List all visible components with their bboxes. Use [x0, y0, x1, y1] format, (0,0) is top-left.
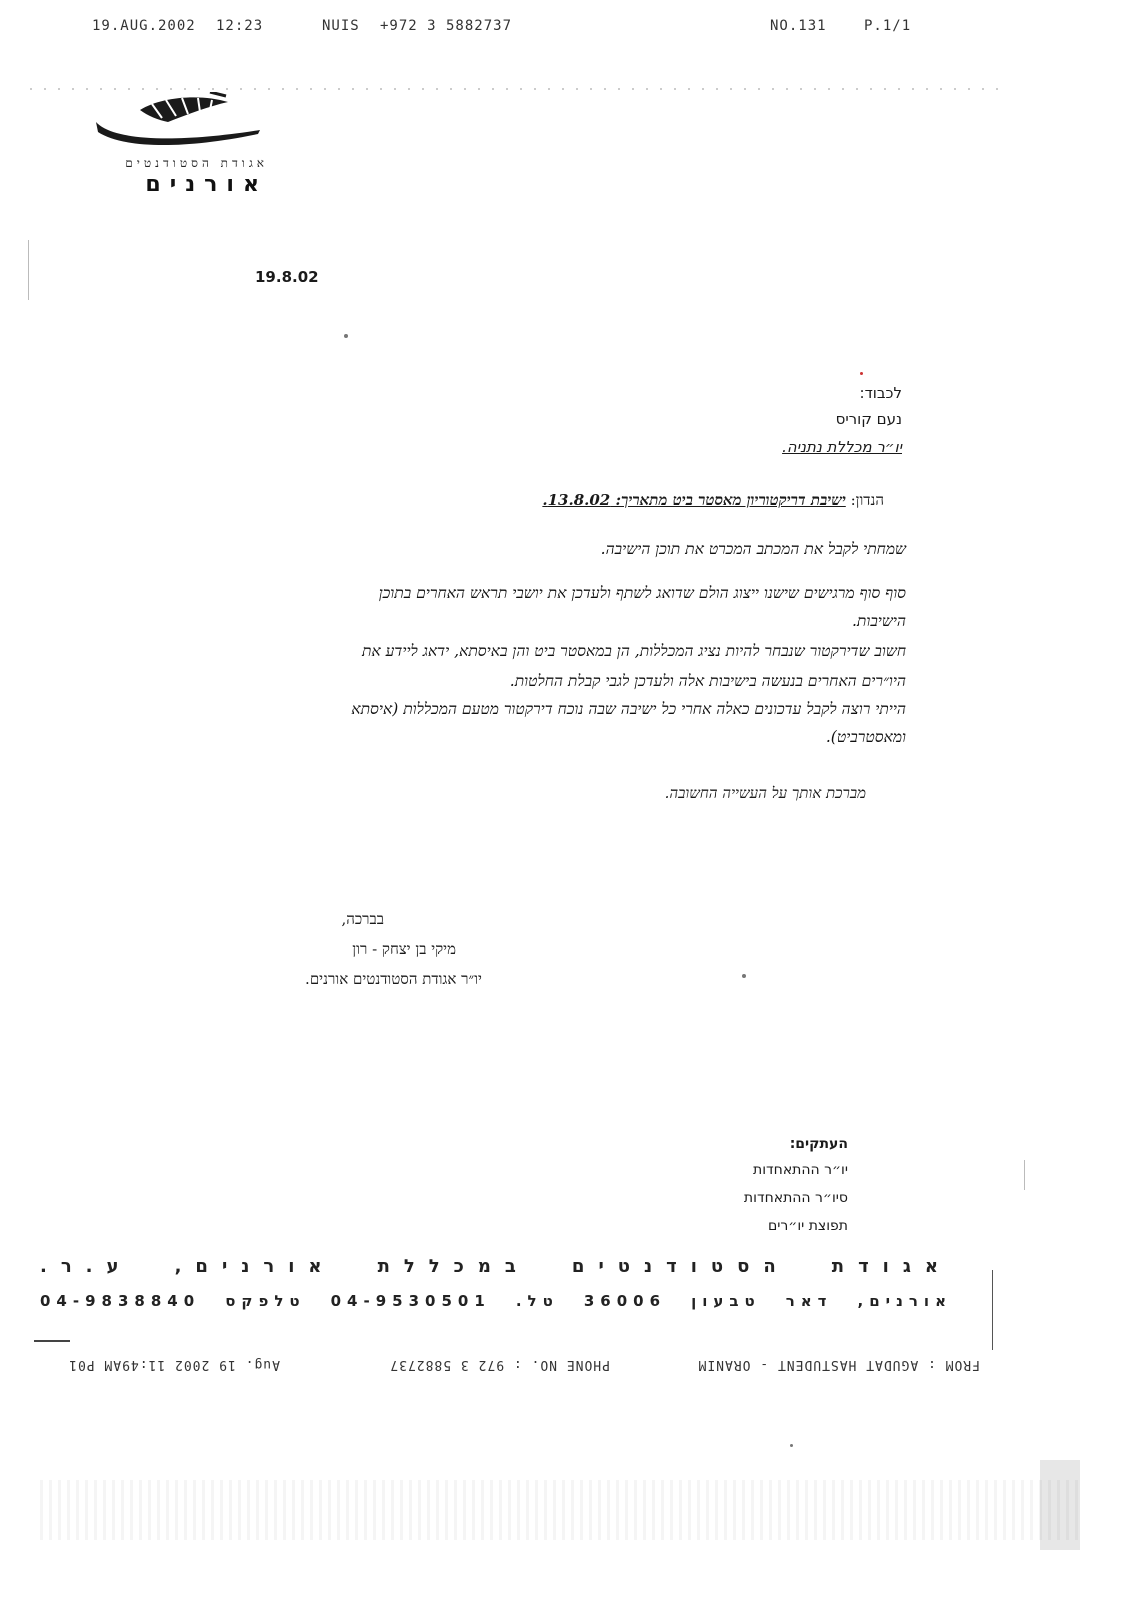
address-role: יו״ר מכללת נתניה.: [782, 438, 902, 456]
margin-mark: [992, 1270, 993, 1350]
scan-speck: [860, 372, 863, 375]
fax-number: NO.131: [770, 18, 827, 34]
scan-artifact: [28, 240, 29, 300]
header-dots: [30, 88, 1010, 90]
body-line: שמחתי לקבל את המכתב המכרט את תוכן הישיבה.: [600, 540, 906, 558]
logo-name: אורנים: [145, 172, 268, 197]
scan-smudge: [1040, 1460, 1080, 1550]
fax-sender: NUIS: [322, 18, 360, 34]
body-line: ומאסטרביט).: [825, 728, 906, 746]
cc-item: סיו״ר ההתאחדות: [743, 1190, 848, 1206]
scan-noise: [40, 1480, 1080, 1540]
body-line: הייתי רוצה לקבל עדכונים כאלה אחרי כל ישיבה שבה נוכח דירקטור מטעם המכללות (איסתא: [351, 700, 906, 718]
body-line: סוף סוף מרגישים שישנו ייצוג הולם שדואג לשתף ולעדכן את יושבי תראש האחרים בתוכן: [378, 584, 906, 602]
fax-page-count: P.1/1: [864, 18, 912, 34]
cc-item: יו״ר ההתאחדות: [753, 1162, 848, 1178]
signature-greeting: בברכה,: [341, 910, 384, 928]
body-line: היו״רים האחרים בנעשה בישיבות אלה ולעדכן לגבי קבלת החלטות.: [509, 672, 906, 690]
address-name: נעם קוריס: [835, 410, 902, 428]
body-line: חשוב שדירקטור שנבחר להיות נציג המכללות, הן במאסטר ביט והן באיסתא, ידאג ליידע את: [361, 642, 906, 660]
cc-label: העתקים:: [789, 1136, 848, 1152]
cc-item: תפוצת יו״רים: [767, 1218, 848, 1234]
subject-label: הנדון:: [850, 491, 884, 509]
address-to: לכבוד:: [859, 384, 902, 402]
fax-footer-timestamp: Aug. 19 2002 11:49AM P01: [68, 1357, 280, 1372]
fax-footer-phone: PHONE NO. : 972 3 5882737: [389, 1357, 610, 1372]
signature-name: מיקי בן יצחק - רון: [352, 940, 456, 958]
scan-artifact: [1024, 1160, 1025, 1190]
footer-contact-line: אורנים, דאר טבעון 36006 טל. 04-9530501 טלפקס 04-9838840: [40, 1292, 952, 1310]
scan-speck: [344, 334, 348, 338]
logo-leaf-icon: [92, 92, 268, 154]
closing-line: מברכת אותך על העשייה החשובה.: [664, 784, 866, 802]
fax-footer-from: FROM : AGUDAT HASTUDENT - ORANIM: [697, 1357, 980, 1372]
fax-header: [0, 18, 1128, 40]
fax-time: 12:23: [216, 18, 264, 34]
scan-speck: [742, 974, 746, 978]
subject-line: [542, 491, 884, 510]
footer-rule: [34, 1340, 70, 1342]
letter-date: 19.8.02: [255, 268, 319, 286]
signature-title: יו״ר אגודת הסטודנטים אורנים.: [305, 970, 482, 988]
fax-footer: [40, 1352, 980, 1372]
logo-tagline: אגודת הסטודנטים: [125, 156, 268, 170]
footer-org-line: אגודת הסטודנטים במכללת אורנים, ע.ר.: [40, 1256, 952, 1277]
scan-speck: [790, 1444, 793, 1447]
fax-phone: +972 3 5882737: [380, 18, 513, 34]
logo: [92, 92, 272, 202]
subject-text: ישיבת דריקטוריון מאסטר ביט מתאריך: 13.8.02.: [542, 491, 846, 509]
body-line: הישיבות.: [851, 612, 906, 630]
fax-date: 19.AUG.2002: [92, 18, 196, 34]
